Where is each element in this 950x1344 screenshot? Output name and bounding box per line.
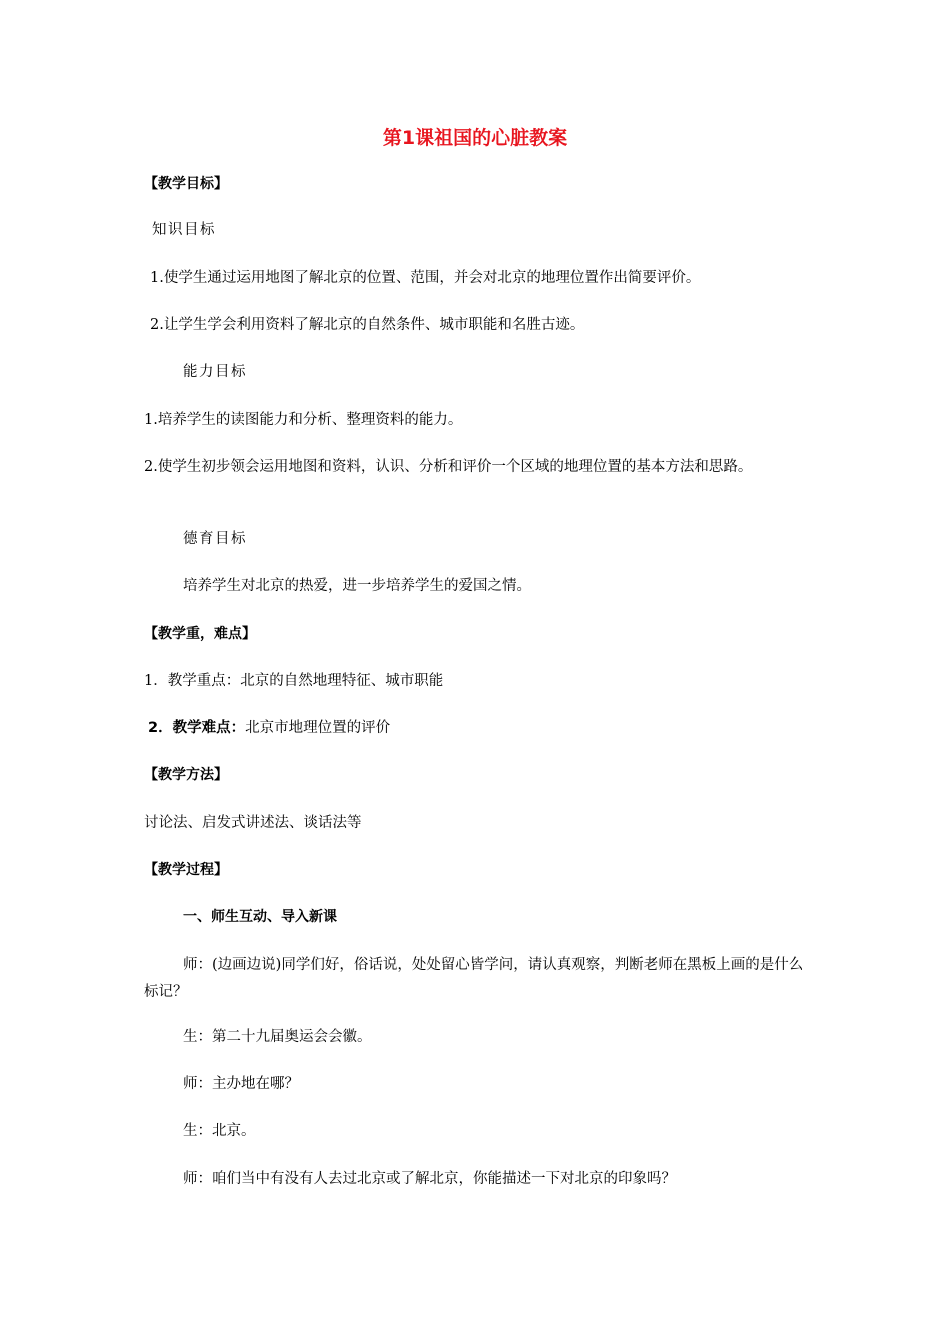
ability-item-2: 2.使学生初步领会运用地图和资料，认识、分析和评价一个区域的地理位置的基本方法和思路。 (144, 459, 753, 475)
document-title: 第1课祖国的心脏教案 (382, 127, 568, 149)
dialogue-line-1: 师：(边画边说)同学们好，俗话说，处处留心皆学问，请认真观察，判断老师在黑板上画的是什么标记？ (144, 957, 804, 1000)
key-point-item-1: 1．教学重点：北京的自然地理特征、城市职能 (144, 673, 444, 689)
dialogue-line-2: 生：第二十九届奥运会会徽。 (183, 1029, 372, 1045)
methods-text: 讨论法、启发式讲述法、谈话法等 (144, 815, 362, 831)
ability-goal-label: 能力目标 (183, 364, 247, 380)
methods-heading: 【教学方法】 (144, 767, 228, 783)
process-step-1: 一、师生互动、导入新课 (183, 909, 337, 925)
dialogue-line-5: 师：咱们当中有没有人去过北京或了解北京，你能描述一下对北京的印象吗？ (183, 1171, 676, 1187)
ability-item-1: 1.培养学生的读图能力和分析、整理资料的能力。 (144, 412, 463, 428)
dialogue-line-3: 师：主办地在哪？ (183, 1076, 299, 1092)
moral-goal-label: 德育目标 (183, 531, 247, 547)
key-point-item-2-text: 北京市地理位置的评价 (245, 720, 391, 736)
knowledge-item-2: 2.让学生学会利用资料了解北京的自然条件、城市职能和名胜古迹。 (150, 317, 585, 333)
knowledge-item-1: 1.使学生通过运用地图了解北京的位置、范围，并会对北京的地理位置作出简要评价。 (150, 270, 701, 286)
key-point-item-2 (148, 716, 390, 740)
knowledge-goal-label: 知识目标 (152, 222, 216, 238)
process-heading: 【教学过程】 (144, 862, 228, 878)
moral-goal-text: 培养学生对北京的热爱，进一步培养学生的爱国之情。 (183, 578, 531, 594)
key-point-item-2-label: 2．教学难点： (148, 720, 246, 736)
dialogue-line-4: 生：北京。 (183, 1123, 256, 1139)
key-points-heading: 【教学重，难点】 (144, 626, 256, 642)
objectives-heading: 【教学目标】 (144, 176, 228, 192)
